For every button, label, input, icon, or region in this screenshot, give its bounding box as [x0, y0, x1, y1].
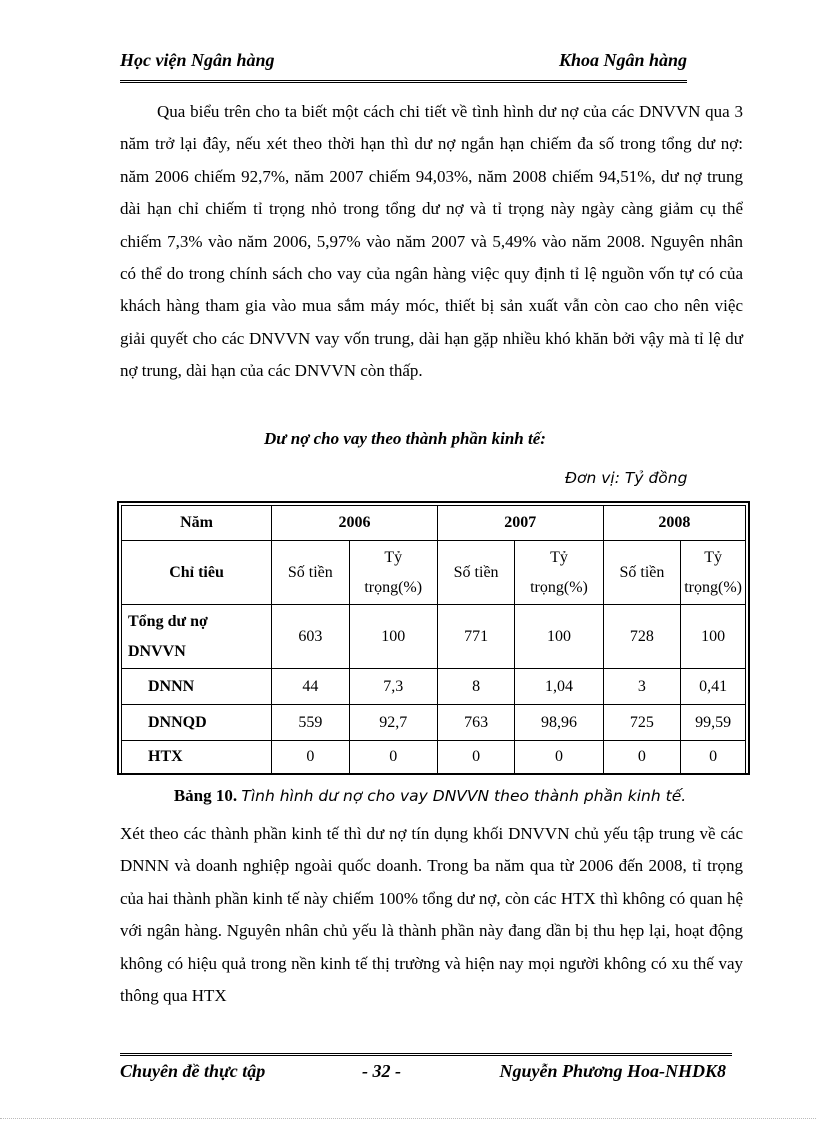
amount-header-2008: Số tiền — [603, 541, 681, 605]
share-header-2006 — [349, 541, 437, 605]
table-cell: 100 — [681, 605, 746, 669]
row-label-line2: DNVVN — [128, 642, 186, 660]
caption-label: Bảng 10. — [173, 786, 238, 805]
table-cell: 0,41 — [681, 669, 746, 705]
year-2008: 2008 — [603, 506, 745, 541]
page-edge-dots — [0, 1118, 816, 1119]
row-label-dnnqd: DNNQD — [122, 705, 272, 741]
table-row-subheader — [122, 541, 746, 605]
table-cell: 7,3 — [349, 669, 437, 705]
row-label-total — [122, 605, 272, 669]
share-header-line2: trọng(%) — [530, 578, 588, 596]
loan-table-frame — [117, 501, 750, 775]
intro-paragraph: Qua biểu trên cho ta biết một cách chi tiết về tình hình dư nợ của các DNVVN qua 3 năm trở lại đây, nếu xét theo thời hạn thì dư nợ ngắn hạn chiếm đa số trong tổng dư nợ: năm 2006 chiếm 92,7%, năm 2007 chiếm 94,03%, năm 2008 chiếm 94,51%, dư nợ trung dài hạn chỉ chiếm tỉ trọng nhỏ trong tổng dư nợ và tỉ trọng này ngày càng giảm cụ thể chiếm 7,3% vào năm 2006, 5,97% vào năm 2007 và 5,49% vào năm 2008. Nguyên nhân có thể do trong chính sách cho vay của ngân hàng việc quy định tỉ lệ nguồn vốn tự có của khách hàng tham gia vào mua sắm máy móc, thiết bị sản xuất vẫn còn cao cho nên việc giải quyết cho các DNVVN vay vốn trung, dài hạn gặp nhiều khó khăn bởi vậy mà tỉ lệ dư nợ trung, dài hạn của các DNVVN còn thấp. — [120, 102, 743, 381]
header-year-cell: Năm — [122, 506, 272, 541]
table-cell: 100 — [349, 605, 437, 669]
table-cell: 92,7 — [349, 705, 437, 741]
row-label-line1: Tổng dư nợ — [128, 612, 208, 630]
table-cell: 0 — [515, 741, 603, 774]
share-header-line1: Tỷ — [384, 548, 403, 566]
header-indicator-cell: Chỉ tiêu — [122, 541, 272, 605]
table-row — [122, 605, 746, 669]
loan-table — [121, 505, 746, 774]
year-2006: 2006 — [272, 506, 438, 541]
share-header-line2: trọng(%) — [364, 578, 423, 596]
footer-rule — [120, 1053, 732, 1056]
footer-title: Chuyên đề thực tập — [120, 1061, 266, 1081]
table-caption — [120, 786, 740, 806]
unit-label: Đơn vị: Tỷ đồng — [565, 469, 688, 487]
row-label-dnnn: DNNN — [122, 669, 272, 705]
table-row — [122, 705, 746, 741]
table-cell: 559 — [272, 705, 350, 741]
amount-header-2007: Số tiền — [437, 541, 515, 605]
amount-header-2006: Số tiền — [272, 541, 350, 605]
table-cell: 0 — [437, 741, 515, 774]
header-institution: Học viện Ngân hàng — [120, 50, 275, 70]
table-cell: 0 — [603, 741, 681, 774]
table-row — [122, 669, 746, 705]
page-number: - 32 - — [362, 1061, 401, 1081]
table-cell: 0 — [272, 741, 350, 774]
table-cell: 725 — [603, 705, 681, 741]
table-cell: 1,04 — [515, 669, 603, 705]
page-footer — [120, 1061, 732, 1087]
caption-text: Tình hình dư nợ cho vay DNVVN theo thành phần kinh tế. — [241, 787, 687, 805]
share-header-line1: Tỷ — [550, 548, 568, 566]
row-label-htx: HTX — [122, 741, 272, 774]
header-rule — [120, 80, 687, 83]
share-header-line1: Tỷ — [704, 548, 722, 566]
table-cell: 3 — [603, 669, 681, 705]
table-cell: 763 — [437, 705, 515, 741]
share-header-2007 — [515, 541, 603, 605]
table-cell: 98,96 — [515, 705, 603, 741]
header-faculty: Khoa Ngân hàng — [558, 50, 687, 70]
table-cell: 603 — [272, 605, 350, 669]
share-header-2008 — [681, 541, 746, 605]
table-cell: 44 — [272, 669, 350, 705]
table-cell: 0 — [349, 741, 437, 774]
page-header — [120, 50, 687, 76]
share-header-line2: trọng(%) — [684, 578, 742, 596]
analysis-paragraph: Xét theo các thành phần kinh tế thì dư nợ tín dụng khối DNVVN chủ yếu tập trung về các DNNN và doanh nghiệp ngoài quốc doanh. Trong ba năm qua từ 2006 đến 2008, tỉ trọng của hai thành phần kinh tế này chiếm 100% tổng dư nợ, còn các HTX thì không có quan hệ với ngân hàng. Nguyên nhân chủ yếu là thành phần này đang dần bị thu hẹp lại, hoạt động không có hiệu quả trong nền kinh tế thị trường và hiện nay mọi người không có xu thế vay thông qua HTX — [120, 824, 743, 1006]
section-title: Dư nợ cho vay theo thành phần kinh tế: — [264, 429, 546, 448]
table-cell: 8 — [437, 669, 515, 705]
table-cell: 100 — [515, 605, 603, 669]
table-cell: 771 — [437, 605, 515, 669]
table-row-years — [122, 506, 746, 541]
table-cell: 0 — [681, 741, 746, 774]
year-2007: 2007 — [437, 506, 603, 541]
table-cell: 728 — [603, 605, 681, 669]
footer-author: Nguyễn Phương Hoa-NHDK8 — [499, 1061, 726, 1081]
table-cell: 99,59 — [681, 705, 746, 741]
table-row — [122, 741, 746, 774]
